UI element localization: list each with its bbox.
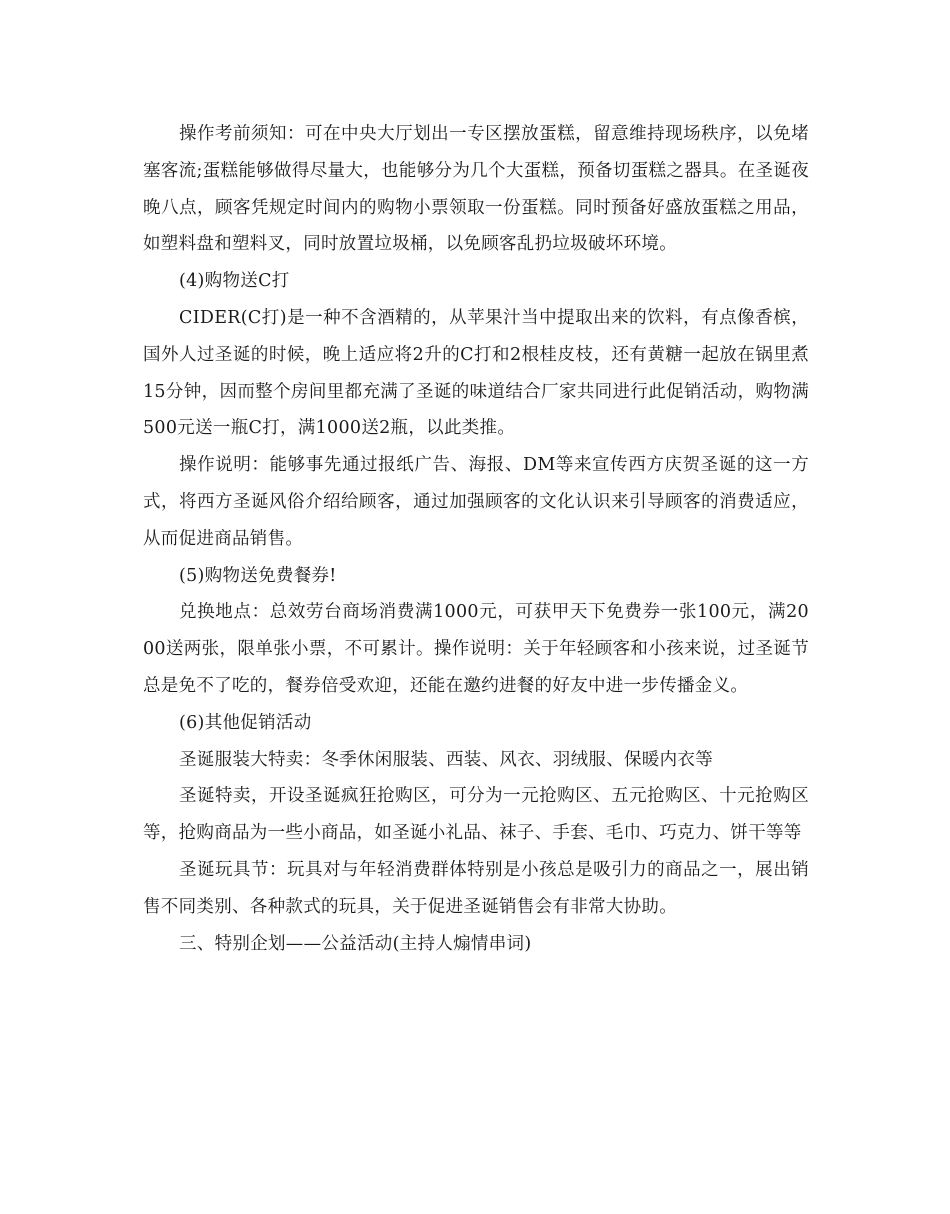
paragraph-cake-notes: 操作考前须知：可在中央大厅划出一专区摆放蛋糕，留意维持现场秩序，以免堵塞客流;蛋糕能够做得尽量大，也能够分为几个大蛋糕，预备切蛋糕之器具。在圣诞夜晚八点，顾客凭规定时间内的购物小票领取一份蛋糕。同时预备好盛放蛋糕之用品，如塑料盘和塑料叉，同时放置垃圾桶，以免顾客乱扔垃圾破坏环境。 (143, 124, 809, 255)
paragraph-voucher-details: 兑换地点：总效劳台商场消费满1000元，可获甲天下免费券一张100元，满2000送两张，限单张小票，不可累计。操作说明：关于年轻顾客和小孩来说，过圣诞节总是免不了吃的，餐券倍受欢迎，还能在邀约进餐的好友中进一步传播金义。 (143, 602, 809, 696)
paragraph-cider-instructions: 操作说明：能够事先通过报纸广告、海报、DM等来宣传西方庆贺圣诞的这一方式，将西方圣诞风俗介绍给顾客，通过加强顾客的文化认识来引导顾客的消费适应，从而促进商品销售。 (143, 455, 809, 549)
heading-other-promotions: (6)其他促销活动 (179, 712, 312, 733)
paragraph-special-sale: 圣诞特卖，开设圣诞疯狂抢购区，可分为一元抢购区、五元抢购区、十元抢购区等，抢购商品为一些小商品，如圣诞小礼品、袜子、手套、毛巾、巧克力、饼干等等 (143, 786, 809, 844)
paragraph-toy-festival: 圣诞玩具节：玩具对与年轻消费群体特别是小孩总是吸引力的商品之一，展出销售不同类别、各种款式的玩具，关于促进圣诞销售会有非常大协助。 (143, 859, 809, 917)
heading-meal-voucher: (5)购物送免费餐券! (179, 565, 337, 586)
heading-cider-gift: (4)购物送C打 (179, 271, 290, 292)
paragraph-cider-description: CIDER(C打)是一种不含酒精的，从苹果汁当中提取出来的饮料，有点像香槟，国外人过圣诞的时候，晚上适应将2升的C打和2根桂皮枝，还有黄糖一起放在锅里煮15分钟，因而整个房间里都充满了圣诞的味道结合厂家共同进行此促销活动，购物满500元送一瓶C打，满1000送2瓶，以此类推。 (143, 307, 809, 439)
document-body (143, 116, 809, 962)
heading-charity-event: 三、特别企划——公益活动(主持人煽情串词) (179, 933, 532, 954)
paragraph-clothing-sale: 圣诞服装大特卖：冬季休闲服装、西装、风衣、羽绒服、保暖内衣等 (179, 749, 713, 770)
